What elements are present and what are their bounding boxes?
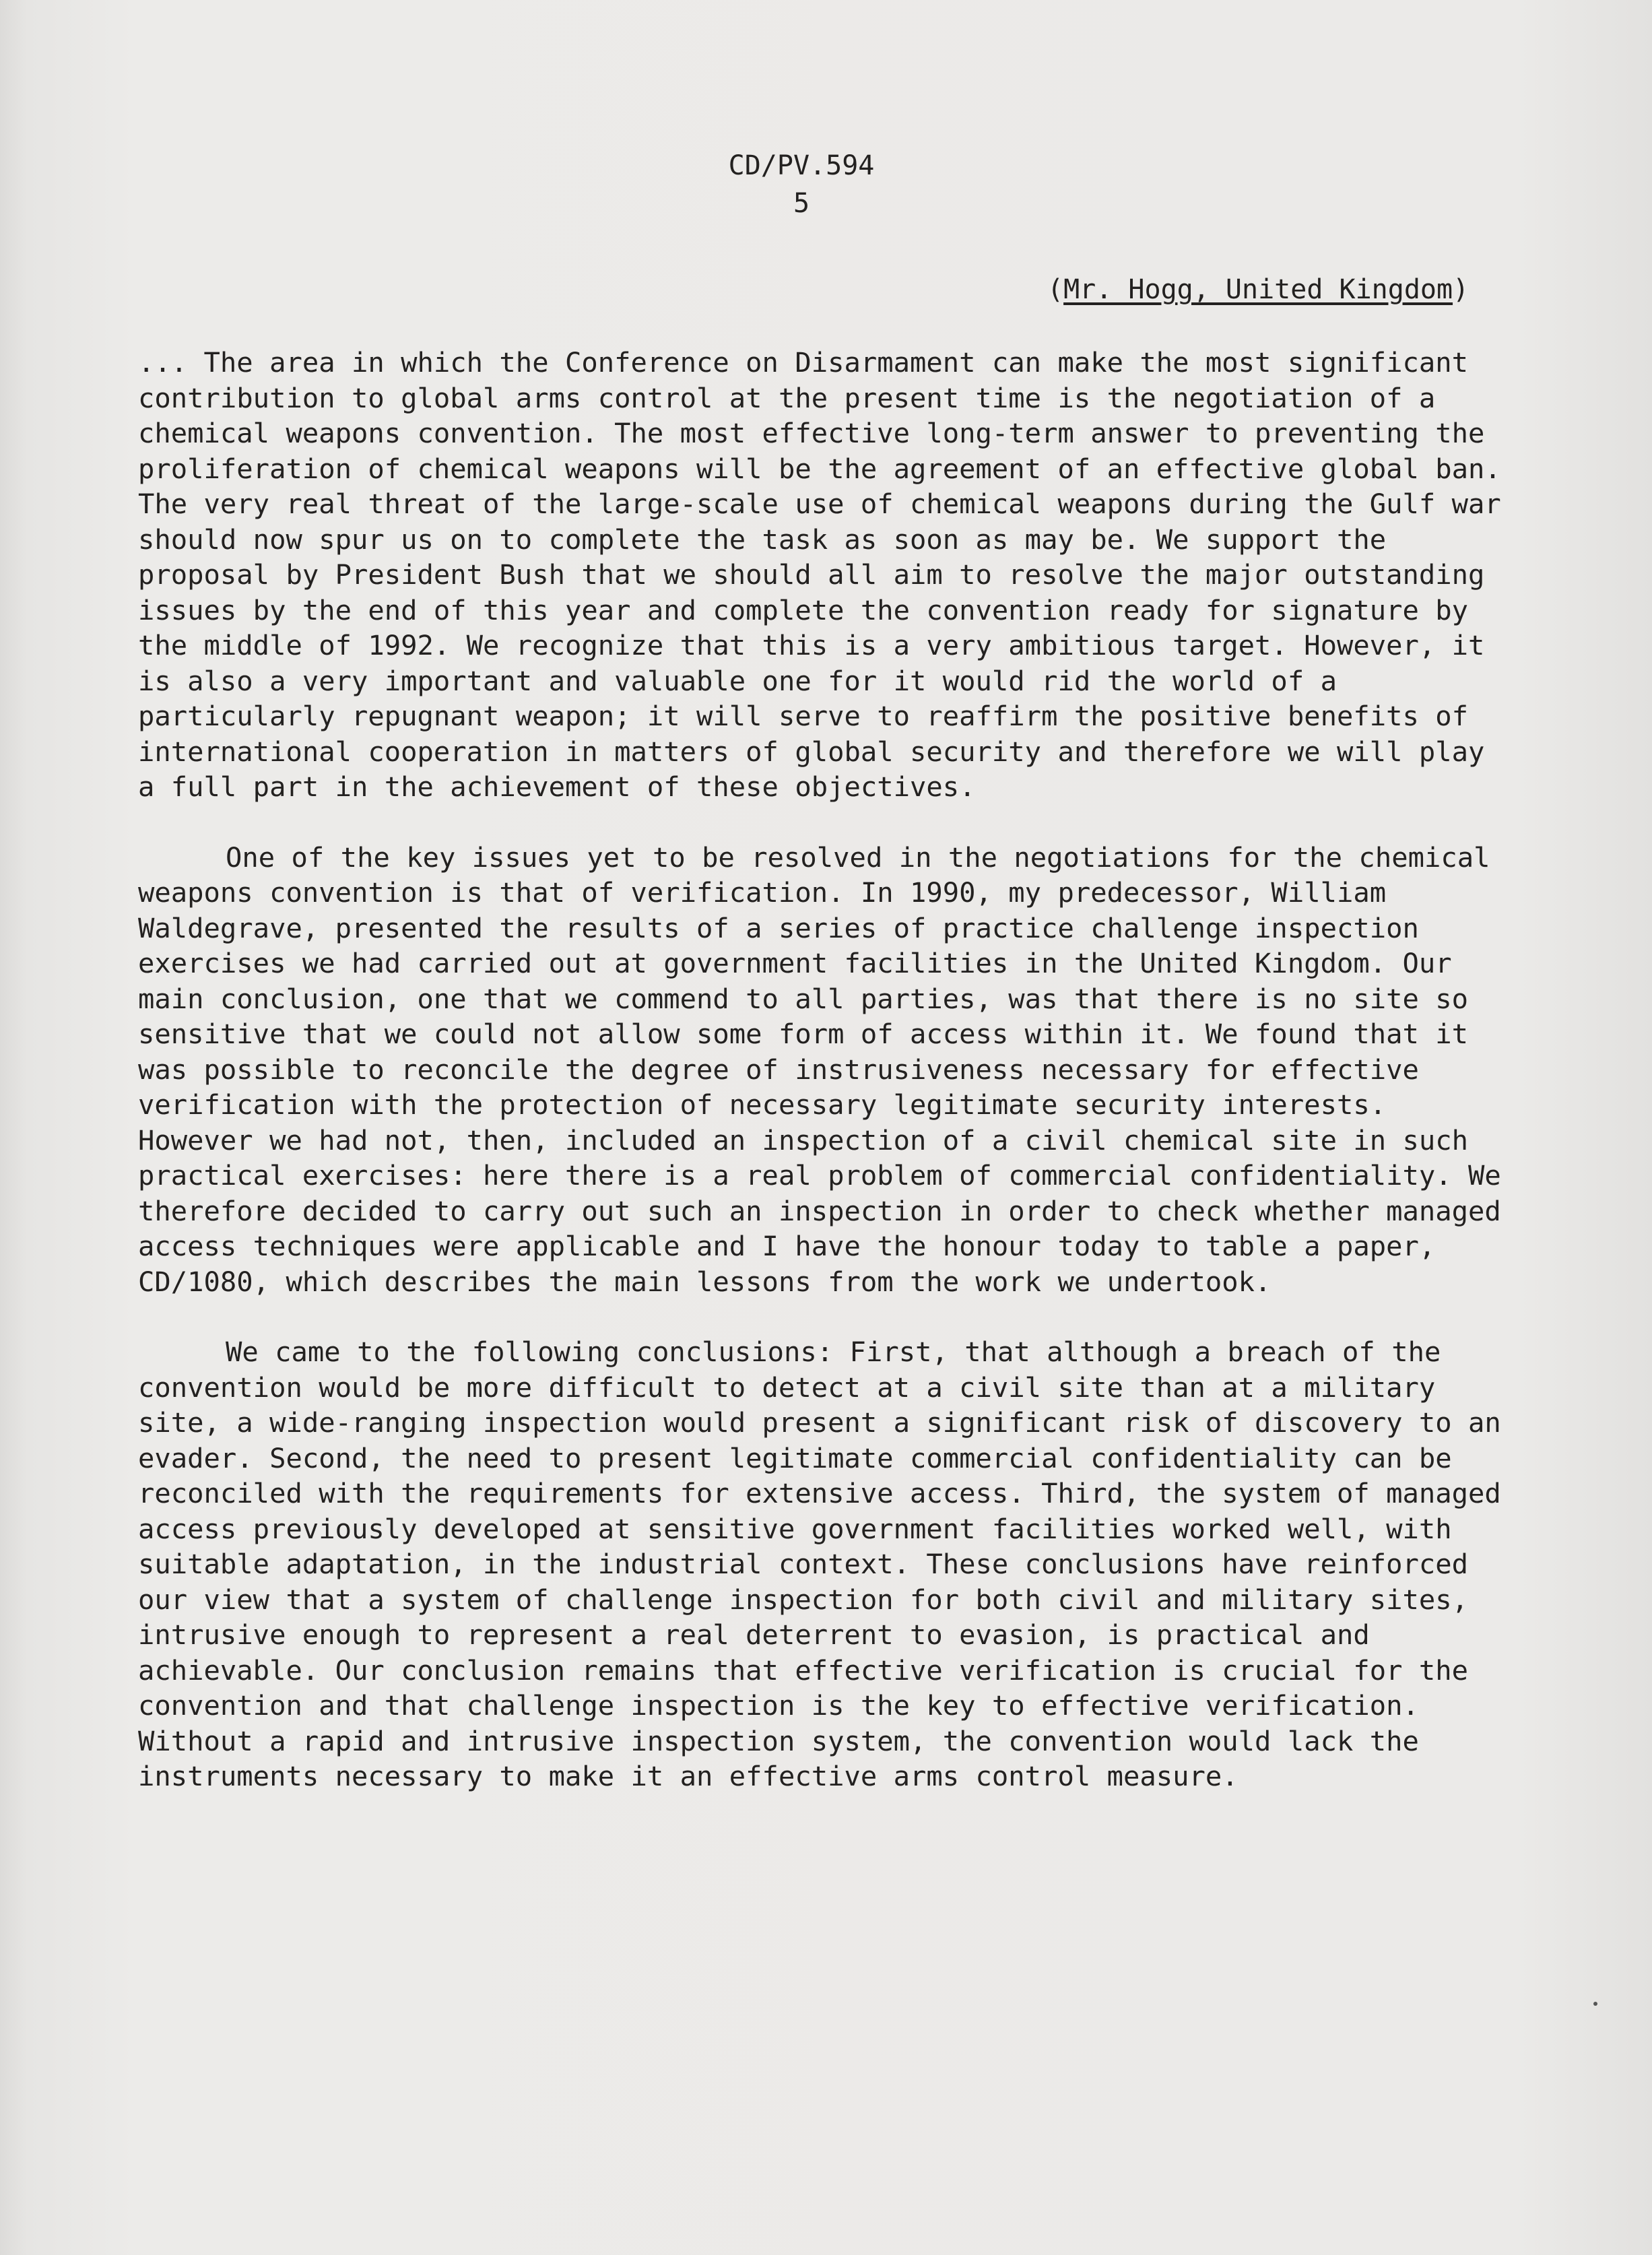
document-header <box>0 147 1603 222</box>
speaker-name: Mr. Hogg, United Kingdom <box>1063 274 1453 305</box>
page-number: 5 <box>793 188 810 219</box>
speaker-attribution <box>1047 272 1469 307</box>
speaker-close-paren: ) <box>1453 274 1469 305</box>
speaker-open-paren: ( <box>1047 274 1064 305</box>
paragraph: One of the key issues yet to be resolved in the negotiations for the chemical weapons convention is that of verification. In 1990, my predecessor, William Waldegrave, presented the results of a series of practice challenge inspection exercises we had carried out at government facilities in the United Kingdom. Our main conclusion, one that we commend to all parties, was that there is no site so sensitive that we could not allow some form of access within it. We found that it was possible to reconcile the degree of instrusiveness necessary for effective verification with the protection of necessary legitimate security interests. However we had not, then, included an inspection of a civil chemical site in such practical exercises: here there is a real problem of commercial confidentiality. We therefore decided to carry out such an inspection in order to check whether managed access techniques were applicable and I have the honour today to table a paper, CD/1080, which describes the main lessons from the work we undertook. <box>138 841 1501 1298</box>
paragraph: We came to the following conclusions: First, that although a breach of the convention would be more difficult to detect at a civil site than at a military site, a wide-ranging inspection would present a significant risk of discovery to an evader. Second, the need to present legitimate commercial confidentiality can be reconciled with the requirements for extensive access. Third, the system of managed access previously developed at sensitive government facilities worked well, with suitable adaptation, in the industrial context. These conclusions have reinforced our view that a system of challenge inspection for both civil and military sites, intrusive enough to represent a real deterrent to evasion, is practical and achievable. Our conclusion remains that effective verification is crucial for the convention and that challenge inspection is the key to effective verification. Without a rapid and intrusive inspection system, the convention would lack the instruments necessary to make it an effective arms control measure. <box>138 1336 1501 1792</box>
document-symbol: CD/PV.594 <box>728 150 875 181</box>
statement-body <box>138 345 1505 1829</box>
scan-speck <box>1593 2002 1597 2006</box>
paragraph: ... The area in which the Conference on Disarmament can make the most significant contribution to global arms control at the present time is the negotiation of a chemical weapons convention. The most effective long-term answer to preventing the proliferation of chemical weapons will be the agreement of an effective global ban. The very real threat of the large-scale use of chemical weapons during the Gulf war should now spur us on to complete the task as soon as may be. We support the proposal by President Bush that we should all aim to resolve the major outstanding issues by the end of this year and complete the convention ready for signature by the middle of 1992. We recognize that this is a very ambitious target. However, it is also a very important and valuable one for it would rid the world of a particularly repugnant weapon; it will serve to reaffirm the positive benefits of international cooperation in matters of global security and therefore we will play a full part in the achievement of these objectives. <box>138 346 1501 803</box>
